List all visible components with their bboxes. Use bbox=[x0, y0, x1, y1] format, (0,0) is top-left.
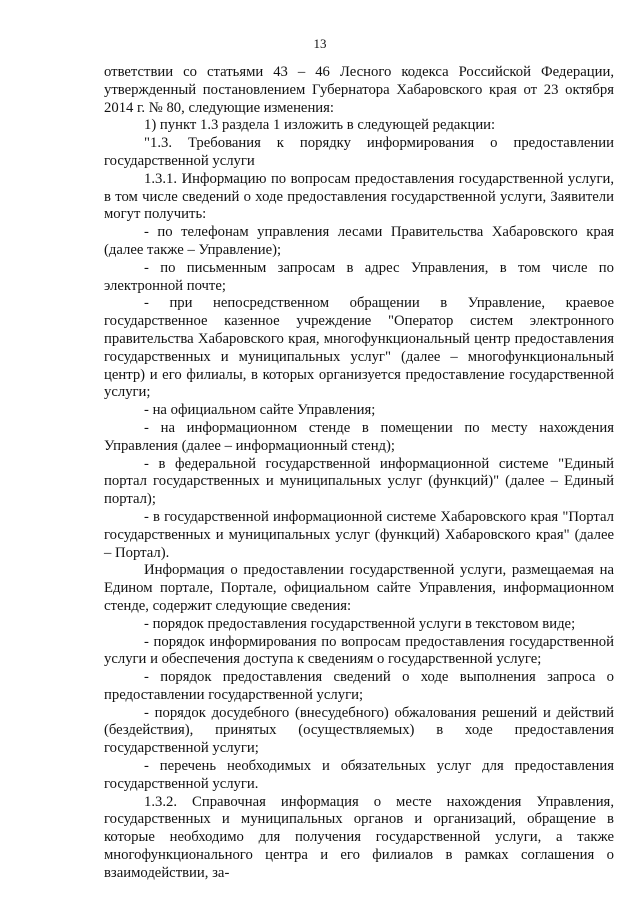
list-item-unified-portal: - в федеральной государственной информационной системе "Единый портал государственных и муниципальных услуг (функций)" (далее – Единый портал); bbox=[104, 455, 614, 508]
list-item-status-procedure: - порядок предоставления сведений о ходе выполнения запроса о предоставлении государственной услуги; bbox=[104, 669, 614, 703]
list-item-official-site: - на официальном сайте Управления; bbox=[144, 402, 376, 419]
list-item-appeal-procedure: - порядок досудебного (внесудебного) обжалования решений и действий (бездействия), принятых (осуществляемых) в ходе предоставления государственной услуги; bbox=[104, 704, 614, 757]
paragraph-section-1-3-heading: "1.3. Требования к порядку информирования о предоставлении государственной услуги bbox=[104, 135, 614, 169]
list-item-written-requests: - по письменным запросам в адрес Управления, в том числе по электронной почте; bbox=[104, 259, 614, 294]
list-item-direct-contact: - при непосредственном обращении в Управление, краевое государственное казенное учреждение "Оператор систем электронного правительства Хабаровского края, многофункциональный центр предоставления государственных и муниципальных услуг" (далее – многофункциональный центр) и его филиалы, в которых организуется предоставление государственной услуги; bbox=[104, 295, 614, 401]
document-body bbox=[104, 64, 614, 883]
list-item-phone: - по телефонам управления лесами Правительства Хабаровского края (далее также – Управление); bbox=[104, 224, 614, 258]
list-item-info-stand: - на информационном стенде в помещении по месту нахождения Управления (далее – информационный стенд); bbox=[104, 419, 614, 454]
list-item-informing-procedure: - порядок информирования по вопросам предоставления государственной услуги и обеспечения доступа к сведениям о государственной услуге; bbox=[104, 633, 614, 668]
paragraph-1-3-1: 1.3.1. Информацию по вопросам предоставления государственной услуги, в том числе сведений о ходе предоставления государственной услуги, Заявители могут получить: bbox=[104, 170, 614, 223]
page-number: 13 bbox=[313, 36, 327, 51]
paragraph-item-1: 1) пункт 1.3 раздела 1 изложить в следующей редакции: bbox=[144, 117, 496, 134]
paragraph-1-3-2: 1.3.2. Справочная информация о месте нахождения Управления, государственных и муниципальных органов и организаций, обращение в которые необходимо для получения государственной услуги, а также многофункционального центра и его филиалов в рамках соглашения о взаимодействии, за- bbox=[104, 793, 614, 881]
list-item-text-procedure: - порядок предоставления государственной услуги в текстовом виде; bbox=[144, 615, 576, 632]
paragraph-continuation: ответствии со статьями 43 – 46 Лесного кодекса Российской Федерации, утвержденный постановлением Губернатора Хабаровского края от 23 октября 2014 г. № 80, следующие изменения: bbox=[104, 64, 614, 116]
list-item-regional-portal: - в государственной информационной системе Хабаровского края "Портал государственных и муниципальных услуг (функций) Хабаровского края" (далее – Портал). bbox=[104, 508, 614, 561]
list-item-required-services: - перечень необходимых и обязательных услуг для предоставления государственной услуги. bbox=[104, 758, 614, 792]
paragraph-info-contents: Информация о предоставлении государственной услуги, размещаемая на Едином портале, Портале, официальном сайте Управления, информационном стенде, содержит следующие сведения: bbox=[104, 562, 614, 614]
